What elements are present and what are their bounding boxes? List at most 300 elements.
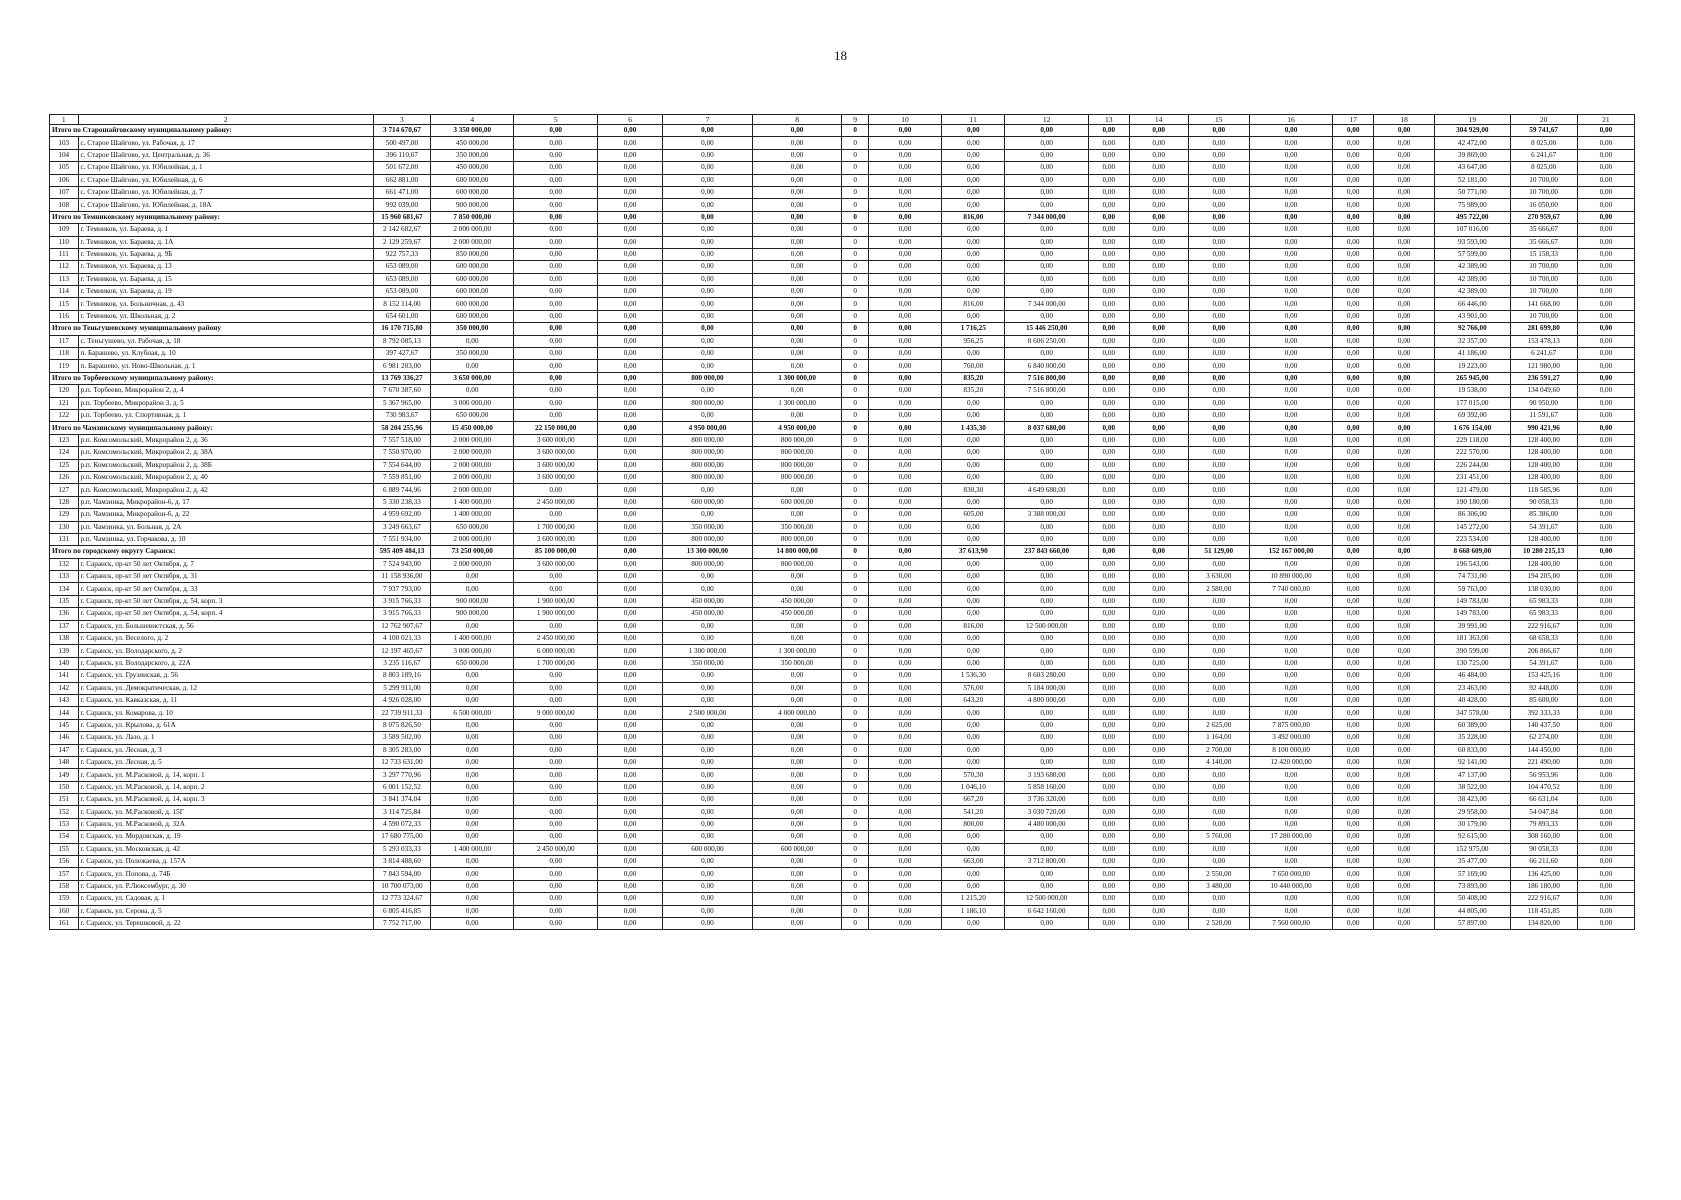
cell-value: 0,00 — [1577, 348, 1634, 360]
cell-value: 0,00 — [1249, 856, 1333, 868]
cell-value: 0,00 — [1129, 682, 1188, 694]
cell-value: 0,00 — [1005, 608, 1089, 620]
row-address: г. Саранск, ул. Р.Люксембург, д. 30 — [78, 880, 373, 892]
cell-value: 0,00 — [1374, 794, 1435, 806]
cell-value: 0,00 — [1188, 893, 1249, 905]
row-address: п. Барашево, ул. Ново-Школьная, д. 1 — [78, 360, 373, 372]
table-row — [50, 918, 1635, 930]
cell-value: 0,00 — [942, 521, 1005, 533]
cell-value: 0,00 — [514, 286, 598, 298]
cell-value: 0,00 — [1088, 298, 1129, 310]
cell-value: 0,00 — [597, 868, 662, 880]
cell-value: 0,00 — [1249, 385, 1333, 397]
cell-value: 3 492 000,00 — [1249, 732, 1333, 744]
cell-value: 0,00 — [1188, 484, 1249, 496]
cell-value: 0,00 — [1129, 818, 1188, 830]
cell-value: 1 400 000,00 — [430, 843, 514, 855]
cell-value: 0,00 — [1577, 261, 1634, 273]
cell-value: 0,00 — [430, 583, 514, 595]
cell-value: 0,00 — [1129, 918, 1188, 930]
cell-value: 0,00 — [1333, 471, 1374, 483]
cell-value: 0 — [842, 719, 868, 731]
cell-value: 0,00 — [1577, 385, 1634, 397]
cell-value: 0,00 — [868, 323, 941, 335]
cell-value: 0,00 — [663, 360, 753, 372]
cell-value: 0,00 — [1188, 385, 1249, 397]
cell-value: 0,00 — [1374, 174, 1435, 186]
cell-value: 0,00 — [1088, 372, 1129, 384]
cell-value: 3 235 116,67 — [373, 657, 430, 669]
cell-value: 0,00 — [430, 918, 514, 930]
cell-value: 0,00 — [1129, 261, 1188, 273]
table-row — [50, 434, 1635, 446]
cell-value: 8 100 000,00 — [1249, 744, 1333, 756]
cell-value: 0,00 — [1333, 831, 1374, 843]
cell-value: 0 — [842, 756, 868, 768]
column-number: 5 — [514, 115, 598, 125]
cell-value: 0 — [842, 149, 868, 161]
cell-value: 0,00 — [752, 310, 842, 322]
cell-value: 0,00 — [1129, 533, 1188, 545]
cell-value: 0,00 — [514, 509, 598, 521]
cell-value: 0,00 — [597, 174, 662, 186]
cell-value: 0,00 — [1088, 174, 1129, 186]
cell-value: 0,00 — [1374, 521, 1435, 533]
cell-value: 0,00 — [868, 682, 941, 694]
cell-value: 0,00 — [1249, 261, 1333, 273]
cell-value: 0,00 — [868, 174, 941, 186]
cell-value: 0,00 — [1333, 583, 1374, 595]
cell-value: 0 — [842, 856, 868, 868]
cell-value: 8 152 114,00 — [373, 298, 430, 310]
cell-value: 0,00 — [430, 571, 514, 583]
cell-value: 0,00 — [663, 211, 753, 223]
cell-value: 0,00 — [1249, 781, 1333, 793]
row-address: с. Старое Шайгово, ул. Юбилейная, д. 7 — [78, 186, 373, 198]
cell-value: 0 — [842, 125, 868, 137]
cell-value: 0 — [842, 533, 868, 545]
cell-value: 0,00 — [663, 818, 753, 830]
cell-value: 0,00 — [1577, 806, 1634, 818]
cell-value: 0,00 — [663, 348, 753, 360]
cell-value: 0,00 — [1129, 199, 1188, 211]
cell-value: 0,00 — [1188, 286, 1249, 298]
row-index: 120 — [50, 385, 79, 397]
table-row — [50, 509, 1635, 521]
cell-value: 0,00 — [752, 224, 842, 236]
cell-value: 0,00 — [663, 670, 753, 682]
cell-value: 0,00 — [868, 893, 941, 905]
cell-value: 0,00 — [1088, 409, 1129, 421]
cell-value: 0,00 — [1005, 645, 1089, 657]
cell-value: 0,00 — [597, 794, 662, 806]
cell-value: 149 783,00 — [1435, 608, 1510, 620]
cell-value: 0,00 — [514, 893, 598, 905]
cell-value: 0,00 — [514, 310, 598, 322]
cell-value: 0 — [842, 608, 868, 620]
row-index: 103 — [50, 137, 79, 149]
cell-value: 0,00 — [1249, 310, 1333, 322]
cell-value: 0 — [842, 595, 868, 607]
row-address: г. Саранск, ул. Серова, д. 5 — [78, 905, 373, 917]
table-row — [50, 298, 1635, 310]
cell-value: 0,00 — [868, 756, 941, 768]
row-address: р.п. Комсомольский, Микрорайон 2, д. 38Б — [78, 459, 373, 471]
cell-value: 570,30 — [942, 769, 1005, 781]
cell-value: 0 — [842, 422, 868, 434]
cell-value: 0,00 — [1333, 236, 1374, 248]
cell-value: 0,00 — [1333, 286, 1374, 298]
row-index: 115 — [50, 298, 79, 310]
cell-value: 0,00 — [1333, 509, 1374, 521]
cell-value: 0,00 — [1249, 224, 1333, 236]
cell-value: 90 058,33 — [1510, 496, 1577, 508]
cell-value: 2 142 682,67 — [373, 224, 430, 236]
cell-value: 0,00 — [1374, 496, 1435, 508]
cell-value: 0,00 — [1577, 286, 1634, 298]
cell-value: 0,00 — [597, 125, 662, 137]
cell-value: 0,00 — [1129, 162, 1188, 174]
cell-value: 90 058,33 — [1510, 843, 1577, 855]
row-address: г. Саранск, ул. Лесная, д. 3 — [78, 744, 373, 756]
cell-value: 0,00 — [1129, 125, 1188, 137]
cell-value: 0,00 — [1249, 794, 1333, 806]
cell-value: 0,00 — [514, 137, 598, 149]
cell-value: 0,00 — [942, 149, 1005, 161]
cell-value: 650 000,00 — [430, 657, 514, 669]
cell-value: 2 000 000,00 — [430, 459, 514, 471]
cell-value: 0,00 — [1333, 608, 1374, 620]
table-row — [50, 818, 1635, 830]
cell-value: 0,00 — [430, 335, 514, 347]
cell-value: 0 — [842, 471, 868, 483]
cell-value: 231 451,00 — [1435, 471, 1510, 483]
cell-value: 0,00 — [514, 125, 598, 137]
cell-value: 0,00 — [1088, 286, 1129, 298]
cell-value: 66 446,00 — [1435, 298, 1510, 310]
column-number: 14 — [1129, 115, 1188, 125]
cell-value: 0,00 — [942, 756, 1005, 768]
cell-value: 0,00 — [663, 323, 753, 335]
row-index: 137 — [50, 620, 79, 632]
cell-value: 0,00 — [1088, 831, 1129, 843]
cell-value: 0,00 — [1249, 409, 1333, 421]
cell-value: 0,00 — [1129, 211, 1188, 223]
cell-value: 0,00 — [597, 905, 662, 917]
cell-value: 2 000 000,00 — [430, 533, 514, 545]
row-address: г. Саранск, ул. Полежаева, д. 157А — [78, 856, 373, 868]
cell-value: 0,00 — [597, 348, 662, 360]
cell-value: 0,00 — [430, 682, 514, 694]
cell-value: 0,00 — [1249, 186, 1333, 198]
cell-value: 5 858 160,00 — [1005, 781, 1089, 793]
cell-value: 0,00 — [514, 211, 598, 223]
cell-value: 0,00 — [752, 769, 842, 781]
column-number: 19 — [1435, 115, 1510, 125]
cell-value: 37 613,90 — [942, 546, 1005, 558]
cell-value: 0,00 — [1374, 335, 1435, 347]
cell-value: 3 249 663,67 — [373, 521, 430, 533]
cell-value: 12 762 907,67 — [373, 620, 430, 632]
row-address: с. Старое Шайгово, ул. Юбилейная, д. 6 — [78, 174, 373, 186]
cell-value: 0,00 — [1577, 633, 1634, 645]
cell-value: 0 — [842, 484, 868, 496]
cell-value: 0,00 — [1249, 286, 1333, 298]
cell-value: 0,00 — [1577, 756, 1634, 768]
cell-value: 0,00 — [597, 781, 662, 793]
cell-value: 450 000,00 — [430, 137, 514, 149]
cell-value: 0,00 — [597, 137, 662, 149]
cell-value: 0,00 — [1088, 682, 1129, 694]
cell-value: 0,00 — [1088, 236, 1129, 248]
cell-value: 0,00 — [1188, 558, 1249, 570]
row-index: 153 — [50, 818, 79, 830]
cell-value: 0,00 — [868, 843, 941, 855]
row-index: 159 — [50, 893, 79, 905]
cell-value: 0 — [842, 521, 868, 533]
cell-value: 181 363,00 — [1435, 633, 1510, 645]
cell-value: 0,00 — [868, 694, 941, 706]
cell-value: 0,00 — [1333, 546, 1374, 558]
cell-value: 3 915 766,33 — [373, 608, 430, 620]
cell-value: 1 536,30 — [942, 670, 1005, 682]
cell-value: 0,00 — [1577, 670, 1634, 682]
cell-value: 835,20 — [942, 372, 1005, 384]
cell-value: 0,00 — [1374, 409, 1435, 421]
cell-value: 0,00 — [1088, 620, 1129, 632]
cell-value: 0,00 — [663, 880, 753, 892]
cell-value: 14 800 000,00 — [752, 546, 842, 558]
cell-value: 0 — [842, 818, 868, 830]
cell-value: 2 450 000,00 — [514, 843, 598, 855]
row-address: р.п. Комсомольский, Микрорайон 2, д. 36 — [78, 434, 373, 446]
cell-value: 6 840 000,00 — [1005, 360, 1089, 372]
cell-value: 0,00 — [1333, 657, 1374, 669]
cell-value: 5 367 965,00 — [373, 397, 430, 409]
cell-value: 0,00 — [597, 583, 662, 595]
cell-value: 308 160,00 — [1510, 831, 1577, 843]
cell-value: 0,00 — [597, 756, 662, 768]
cell-value: 0,00 — [1088, 719, 1129, 731]
cell-value: 0,00 — [1374, 571, 1435, 583]
row-address: г. Саранск, ул. Володарского, д. 22А — [78, 657, 373, 669]
cell-value: 0,00 — [1188, 633, 1249, 645]
cell-value: 0,00 — [430, 756, 514, 768]
cell-value: 654 601,00 — [373, 310, 430, 322]
cell-value: 0,00 — [1577, 583, 1634, 595]
row-address: г. Саранск, ул. Демократическая, д. 12 — [78, 682, 373, 694]
row-address: г. Саранск, ул. Садовая, д. 1 — [78, 893, 373, 905]
cell-value: 0,00 — [868, 372, 941, 384]
cell-value: 0,00 — [597, 509, 662, 521]
cell-value: 0,00 — [868, 719, 941, 731]
cell-value: 0,00 — [1129, 880, 1188, 892]
cell-value: 600 000,00 — [430, 310, 514, 322]
cell-value: 8 037 680,00 — [1005, 422, 1089, 434]
cell-value: 265 945,00 — [1435, 372, 1510, 384]
cell-value: 0,00 — [752, 633, 842, 645]
row-address: г. Темников, ул. Бараева, д. 15 — [78, 273, 373, 285]
cell-value: 0,00 — [1333, 174, 1374, 186]
row-index: 112 — [50, 261, 79, 273]
cell-value: 0,00 — [597, 620, 662, 632]
cell-value: 59 763,00 — [1435, 583, 1510, 595]
cell-value: 130 725,00 — [1435, 657, 1510, 669]
cell-value: 3 600 000,00 — [514, 447, 598, 459]
cell-value: 3 297 770,96 — [373, 769, 430, 781]
cell-value: 0,00 — [868, 199, 941, 211]
cell-value: 0,00 — [1129, 868, 1188, 880]
cell-value: 0,00 — [1577, 273, 1634, 285]
cell-value: 0,00 — [868, 397, 941, 409]
cell-value: 0,00 — [1577, 409, 1634, 421]
cell-value: 0,00 — [430, 806, 514, 818]
cell-value: 50 771,00 — [1435, 186, 1510, 198]
cell-value: 0,00 — [1088, 707, 1129, 719]
cell-value: 0,00 — [1005, 409, 1089, 421]
cell-value: 0,00 — [752, 732, 842, 744]
cell-value: 0,00 — [1577, 199, 1634, 211]
cell-value: 0,00 — [663, 261, 753, 273]
cell-value: 41 186,00 — [1435, 348, 1510, 360]
cell-value: 141 668,00 — [1510, 298, 1577, 310]
cell-value: 0 — [842, 694, 868, 706]
row-index: 126 — [50, 471, 79, 483]
cell-value: 0,00 — [1374, 880, 1435, 892]
table-row — [50, 905, 1635, 917]
table-row — [50, 794, 1635, 806]
cell-value: 138 030,00 — [1510, 583, 1577, 595]
cell-value: 1 435,30 — [942, 422, 1005, 434]
cell-value: 0,00 — [1129, 236, 1188, 248]
cell-value: 3 388 000,00 — [1005, 509, 1089, 521]
cell-value: 0,00 — [663, 620, 753, 632]
cell-value: 0 — [842, 546, 868, 558]
cell-value: 0,00 — [1333, 434, 1374, 446]
cell-value: 10 700,00 — [1510, 273, 1577, 285]
cell-value: 922 757,33 — [373, 248, 430, 260]
row-address: г. Саранск, пр-кт 50 лет Октября, д. 54, корп. 4 — [78, 608, 373, 620]
row-address: с. Старое Шайгово, ул. Рабочая, д. 17 — [78, 137, 373, 149]
cell-value: 0,00 — [1005, 261, 1089, 273]
cell-value: 0 — [842, 558, 868, 570]
cell-value: 0,00 — [868, 769, 941, 781]
cell-value: 0,00 — [1129, 595, 1188, 607]
cell-value: 1 716,25 — [942, 323, 1005, 335]
cell-value: 0 — [842, 496, 868, 508]
cell-value: 0,00 — [514, 818, 598, 830]
table-row — [50, 682, 1635, 694]
cell-value: 661 471,00 — [373, 186, 430, 198]
cell-value: 2 450 000,00 — [514, 633, 598, 645]
cell-value: 0,00 — [663, 633, 753, 645]
cell-value: 0,00 — [1249, 496, 1333, 508]
cell-value: 2 000 000,00 — [430, 484, 514, 496]
cell-value: 0,00 — [1333, 211, 1374, 223]
cell-value: 0,00 — [1005, 719, 1089, 731]
cell-value: 0,00 — [597, 186, 662, 198]
cell-value: 0,00 — [868, 286, 941, 298]
cell-value: 0,00 — [752, 199, 842, 211]
cell-value: 0,00 — [1333, 521, 1374, 533]
cell-value: 0,00 — [752, 781, 842, 793]
cell-value: 0,00 — [868, 496, 941, 508]
row-address: р.п. Чамзинка, ул. Горчакова, д. 10 — [78, 533, 373, 545]
cell-value: 0,00 — [868, 645, 941, 657]
cell-value: 3 630,00 — [1188, 571, 1249, 583]
cell-value: 0,00 — [1088, 546, 1129, 558]
cell-value: 2 000 000,00 — [430, 447, 514, 459]
cell-value: 0,00 — [1333, 335, 1374, 347]
cell-value: 7 344 000,00 — [1005, 211, 1089, 223]
cell-value: 0 — [842, 744, 868, 756]
row-address: р.п. Торбеево, Микрорайон 2, д. 4 — [78, 385, 373, 397]
cell-value: 0,00 — [1374, 199, 1435, 211]
cell-value: 0,00 — [1333, 422, 1374, 434]
cell-value: 1 300 000,00 — [663, 645, 753, 657]
cell-value: 0,00 — [942, 409, 1005, 421]
cell-value: 800 000,00 — [752, 558, 842, 570]
table-row — [50, 310, 1635, 322]
cell-value: 0,00 — [663, 781, 753, 793]
total-label: Итого по Торбеевскому муниципальному району: — [50, 372, 374, 384]
cell-value: 450 000,00 — [752, 608, 842, 620]
table-row — [50, 149, 1635, 161]
cell-value: 0,00 — [1577, 645, 1634, 657]
cell-value: 0,00 — [1577, 595, 1634, 607]
cell-value: 2 520,00 — [1188, 918, 1249, 930]
cell-value: 0,00 — [1333, 261, 1374, 273]
cell-value: 350 000,00 — [752, 657, 842, 669]
cell-value: 58 204 255,96 — [373, 422, 430, 434]
cell-value: 0,00 — [868, 918, 941, 930]
cell-value: 0,00 — [1088, 769, 1129, 781]
cell-value: 0,00 — [1088, 608, 1129, 620]
row-index: 128 — [50, 496, 79, 508]
cell-value: 0,00 — [1129, 806, 1188, 818]
cell-value: 0,00 — [430, 620, 514, 632]
cell-value: 0,00 — [1249, 558, 1333, 570]
cell-value: 0,00 — [868, 558, 941, 570]
row-address: р.п. Торбеево, Микрорайон 3, д. 5 — [78, 397, 373, 409]
cell-value: 0,00 — [597, 608, 662, 620]
cell-value: 0,00 — [1088, 273, 1129, 285]
cell-value: 0,00 — [514, 856, 598, 868]
cell-value: 0,00 — [1374, 843, 1435, 855]
cell-value: 0,00 — [868, 707, 941, 719]
row-index: 155 — [50, 843, 79, 855]
cell-value: 816,00 — [942, 620, 1005, 632]
cell-value: 0,00 — [1088, 521, 1129, 533]
cell-value: 501 672,00 — [373, 162, 430, 174]
cell-value: 0,00 — [1129, 769, 1188, 781]
cell-value: 0,00 — [1088, 310, 1129, 322]
cell-value: 0,00 — [942, 732, 1005, 744]
cell-value: 0,00 — [752, 918, 842, 930]
cell-value: 0,00 — [942, 744, 1005, 756]
cell-value: 0,00 — [868, 186, 941, 198]
cell-value: 0,00 — [1374, 694, 1435, 706]
cell-value: 0,00 — [597, 199, 662, 211]
cell-value: 0,00 — [942, 496, 1005, 508]
cell-value: 0,00 — [1374, 447, 1435, 459]
cell-value: 0,00 — [514, 682, 598, 694]
table-row — [50, 248, 1635, 260]
cell-value: 0,00 — [868, 831, 941, 843]
cell-value: 0,00 — [752, 682, 842, 694]
cell-value: 350 000,00 — [430, 323, 514, 335]
cell-value: 350 000,00 — [752, 521, 842, 533]
